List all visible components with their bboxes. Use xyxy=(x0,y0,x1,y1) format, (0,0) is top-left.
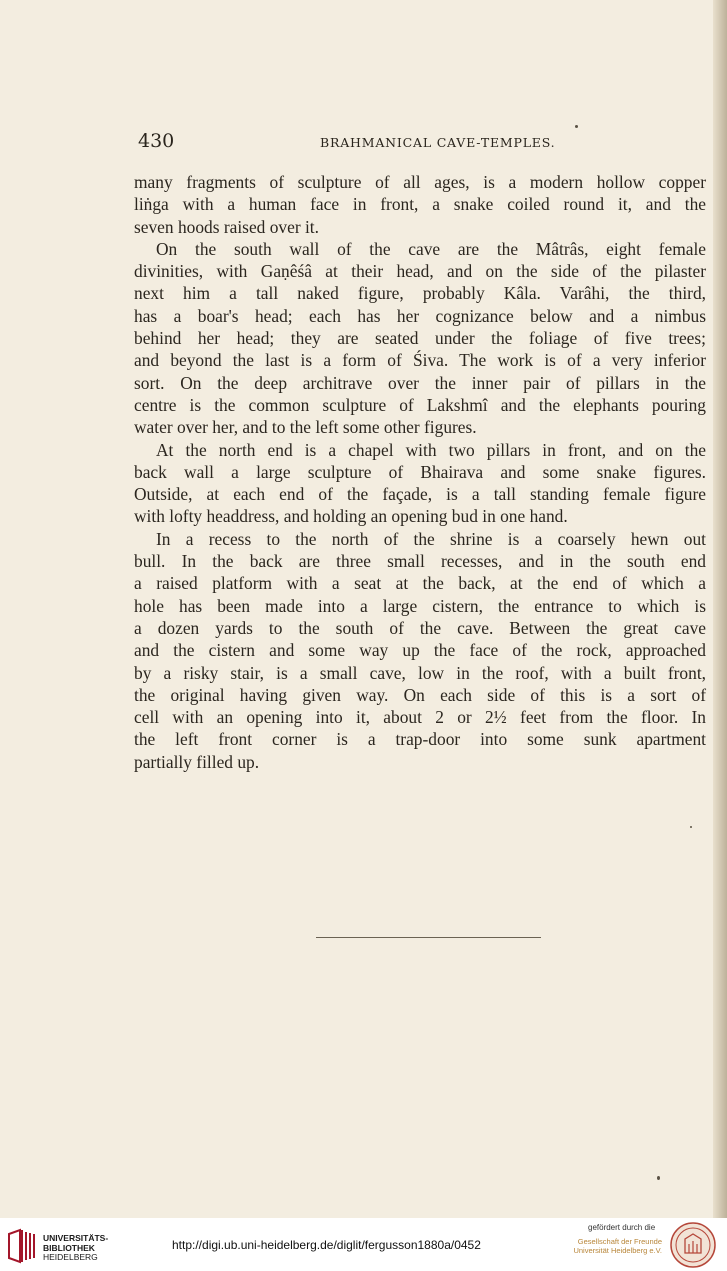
text-line: In a recess to the north of the shrine is a coarsely hewn out xyxy=(156,528,706,549)
text-line: the original having given way. On each side of this is a sort of xyxy=(134,684,706,705)
text-line: the left front corner is a trap-door into some sunk apartment xyxy=(134,729,706,750)
running-head: BRAHMANICAL CAVE-TEMPLES. xyxy=(320,135,556,150)
text-line: and beyond the last is a form of Śiva. The work is of a very inferior xyxy=(134,350,706,371)
text-line: many fragments of sculpture of all ages, is a modern hollow copper xyxy=(134,172,706,192)
text-line: divinities, with Gaṇêśâ at their head, and on the side of the pilaster xyxy=(134,261,706,282)
text-line: centre is the common sculpture of Lakshmî and the elephants pouring xyxy=(134,394,706,415)
text-line: hole has been made into a large cistern, the entrance to which is xyxy=(134,595,706,616)
text-line: liṅga with a human face in front, a snake coiled round it, and the xyxy=(134,194,706,215)
dust-speck xyxy=(690,826,692,828)
text-line: with lofty headdress, and holding an opening bud in one hand. xyxy=(134,506,568,527)
library-name-line: UNIVERSITÄTS- xyxy=(43,1233,109,1243)
text-line: and the cistern and some way up the face of the rock, approached xyxy=(134,640,706,661)
text-line: by a risky stair, is a small cave, low in the roof, with a built front, xyxy=(134,662,706,683)
text-line: back wall a large sculpture of Bhairava and some snake figures. xyxy=(134,461,706,482)
text-line: a raised platform with a seat at the back, at the end of which a xyxy=(134,573,706,594)
dust-speck xyxy=(575,125,578,128)
society-name-line: Gesellschaft der Freunde xyxy=(577,1237,662,1246)
text-line: bull. In the back are three small recesses, and in the south end xyxy=(134,551,706,572)
library-name xyxy=(43,1234,108,1263)
university-seal-icon xyxy=(669,1221,717,1269)
body-text xyxy=(134,171,706,773)
society-name xyxy=(566,1237,662,1255)
text-line: water over her, and to the left some other figures. xyxy=(134,417,477,438)
library-logo-icon xyxy=(6,1228,40,1264)
page-edge-shadow xyxy=(713,0,727,1218)
text-line: behind her head; they are seated under the foliage of five trees; xyxy=(134,328,706,349)
text-line: has a boar's head; each has her cognizance below and a nimbus xyxy=(134,305,706,326)
text-line: At the north end is a chapel with two pillars in front, and on the xyxy=(156,439,706,460)
text-line: next him a tall naked figure, probably Kâla. Varâhi, the third, xyxy=(134,283,706,304)
text-line: seven hoods raised over it. xyxy=(134,216,319,237)
funded-by-label: gefördert durch die xyxy=(588,1223,656,1232)
page-header xyxy=(138,130,708,154)
footer-bar xyxy=(0,1218,727,1271)
section-rule xyxy=(316,937,541,938)
text-line: cell with an opening into it, about 2 or 2½ feet from the floor. In xyxy=(134,707,706,728)
society-name-line: Universität Heidelberg e.V. xyxy=(573,1246,662,1255)
dust-speck xyxy=(657,1176,660,1180)
page-number: 430 xyxy=(138,130,175,152)
permalink-url[interactable]: http://digi.ub.uni-heidelberg.de/diglit/fergusson1880a/0452 xyxy=(172,1238,481,1252)
text-line: On the south wall of the cave are the Mâtrâs, eight female xyxy=(156,238,706,259)
library-name-line: BIBLIOTHEK xyxy=(43,1242,95,1253)
text-line: Outside, at each end of the façade, is a tall standing female figure xyxy=(134,484,706,505)
library-name-line: HEIDELBERG xyxy=(43,1252,98,1262)
text-line: a dozen yards to the south of the cave. Between the great cave xyxy=(134,617,706,638)
text-line: partially filled up. xyxy=(134,751,260,772)
text-line: sort. On the deep architrave over the inner pair of pillars in the xyxy=(134,372,706,393)
